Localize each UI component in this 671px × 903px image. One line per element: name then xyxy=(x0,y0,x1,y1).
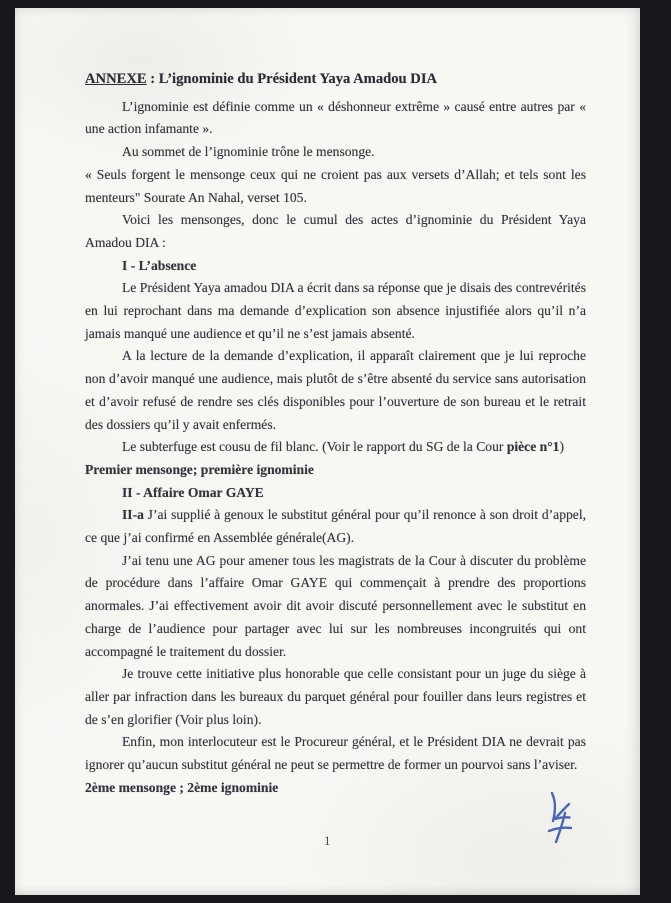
text-run: 2ème mensonge ; 2ème ignominie xyxy=(85,779,279,795)
section-heading xyxy=(85,459,586,482)
paragraph xyxy=(85,550,586,664)
text-run: Au sommet de l’ignominie trône le mensonge. xyxy=(122,144,375,160)
text-run: L’ignominie du Président Yaya Amadou DIA xyxy=(158,71,438,87)
text-run: : xyxy=(146,71,159,87)
document-title xyxy=(85,68,586,91)
text-run: J’ai tenu une AG pour amener tous les magistrats de la Cour à discuter du problème de procédure dans l’affaire Omar GAYE qui commençait à prendre des proportions anormales. J’ai effectivement avoir dit avoir discuté personnellement avec le substitut en charge de l’audience pour partager avec lui sur les nombreuses incongruités qui ont accompagné le traitement du dossier. xyxy=(85,552,586,659)
text-run: « Seuls forgent le mensonge ceux qui ne croient pas aux versets d’Allah; et tels sont les menteurs" Sourate An Nahal, verset 105. xyxy=(85,166,586,205)
text-run: Premier mensonge; première ignominie xyxy=(85,461,314,477)
paragraph xyxy=(85,164,586,209)
section-heading xyxy=(85,482,586,505)
text-run: Le subterfuge est cousu de fil blanc. (Voir le rapport du SG de la Cour xyxy=(122,439,507,455)
text-run: Je trouve cette initiative plus honorable que celle consistant pour un juge du siège à aller par infraction dans les bureaux du parquet général pour fouiller dans leurs registres et de s’en glorifier (Voir plus loin). xyxy=(85,666,586,727)
text-run: Voici les mensonges, donc le cumul des actes d’ignominie du Président Yaya Amadou DIA : xyxy=(85,212,586,250)
paragraph xyxy=(85,277,586,345)
text-run: A la lecture de la demande d’explication, il apparaît clairement que je lui reproche non d’avoir manqué une audience, mais plutôt de s’être absenté du service sans autorisation et d’avoir refusé de rendre ses clés disponibles pour l’ouverture de son bureau et le retrait des dossiers qu’il y avait enfermés. xyxy=(85,348,586,432)
text-run: ) xyxy=(559,439,564,455)
section-heading xyxy=(85,255,586,278)
paragraph xyxy=(85,345,586,436)
text-run: J’ai supplié à genoux le substitut général pour qu’il renonce à son droit d’appel, ce que j’ai confirmé en Assemblée générale(AG). xyxy=(85,507,586,546)
paragraph xyxy=(85,663,586,731)
text-run: L’ignominie est définie comme un « déshonneur extrême » causé entre autres par « une action infamante ». xyxy=(85,98,586,137)
paragraph xyxy=(85,436,586,459)
paragraph xyxy=(85,96,586,141)
paragraph xyxy=(85,731,586,776)
text-run: Le Président Yaya amadou DIA a écrit dans sa réponse que je disais des contrevérités en lui reprochant dans ma demande d’explication son absence injustifiée alors qu’il n’a jamais manqué une audience et qu’il ne s’est jamais absenté. xyxy=(85,280,586,341)
paragraph xyxy=(85,504,586,549)
document-body xyxy=(85,68,586,800)
page-number: 1 xyxy=(324,834,331,848)
signature-mark xyxy=(541,790,585,852)
text-run: II - Affaire Omar GAYE xyxy=(122,484,264,500)
section-heading xyxy=(85,777,586,800)
text-run: I - L’absence xyxy=(122,257,197,273)
text-run: pièce n°1 xyxy=(506,439,560,455)
document-page xyxy=(15,8,640,895)
paragraph xyxy=(85,209,586,254)
text-run: Enfin, mon interlocuteur est le Procureur général, et le Président DIA ne devrait pas ignorer qu’aucun substitut général ne peut se permettre de former un pourvoi sans l’aviser. xyxy=(85,734,586,773)
text-run: II-a xyxy=(122,507,144,523)
text-run: ANNEXE xyxy=(85,71,147,87)
paragraph xyxy=(85,141,586,164)
